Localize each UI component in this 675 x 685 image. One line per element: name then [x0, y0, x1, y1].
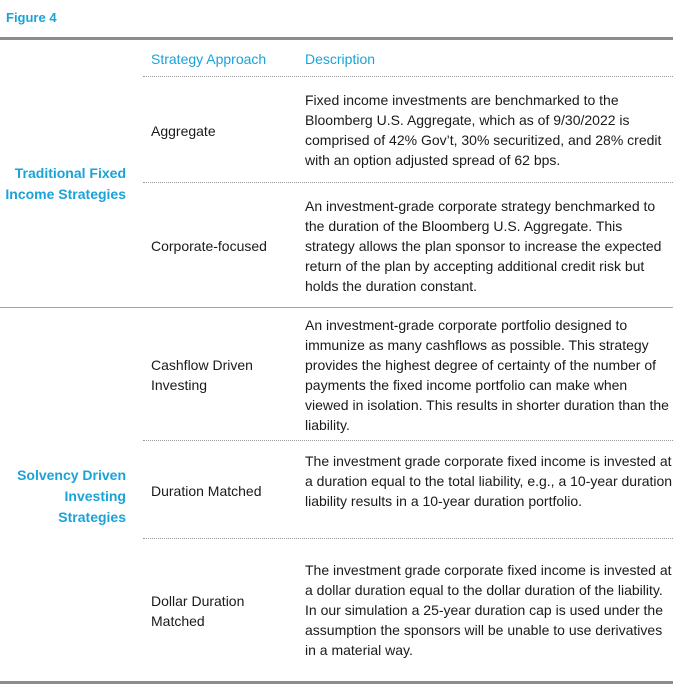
approach-cashflow-driven: Cashflow Driven Investing — [151, 357, 253, 393]
top-rule — [0, 37, 673, 40]
row-divider — [143, 538, 673, 539]
description-dollar-duration-matched: The investment grade corporate fixed income is invested at a dollar duration equal to the dollar duration of the liability. In our simulation a 25-year duration cap is used under the assumption the sponsors will be unable to use derivatives in a material way. — [305, 562, 672, 658]
description-duration-matched: The investment grade corporate fixed income is invested at a duration equal to the total liability, e.g., a 10-year duration liability results in a 10-year duration portfolio. — [305, 453, 673, 509]
group-label-solvency: Solvency Driven Investing Strategies — [17, 467, 126, 525]
header-divider — [143, 76, 673, 77]
approach-dollar-duration-matched: Dollar Duration Matched — [151, 593, 245, 629]
row-divider — [143, 440, 673, 441]
header-description: Description — [305, 51, 376, 67]
approach-duration-matched: Duration Matched — [151, 483, 262, 499]
description-corporate-focused: An investment-grade corporate strategy benchmarked to the duration of the Bloomberg U.S. Aggregate. This strategy allows the plan sponsor to increase the expected return of the plan by accepting additional credit risk but holds the duration constant. — [305, 198, 662, 294]
group-divider — [0, 307, 673, 308]
figure-title: Figure 4 — [6, 10, 57, 25]
description-aggregate: Fixed income investments are benchmarked to the Bloomberg U.S. Aggregate, which as of 9/30/2022 is comprised of 42% Gov’t, 30% securitized, and 28% credit with an option adjusted spread of 62 bps. — [305, 92, 662, 168]
approach-corporate-focused: Corporate-focused — [151, 238, 267, 254]
header-strategy-approach: Strategy Approach — [151, 51, 267, 67]
row-divider — [143, 182, 673, 183]
group-label-traditional: Traditional Fixed Income Strategies — [5, 165, 126, 202]
description-cashflow-driven: An investment-grade corporate portfolio designed to immunize as many cashflows as possible. This strategy provides the highest degree of certainty of the number of payments the fixed income portfolio can make when viewed in isolation. This results in shorter duration than the liability. — [305, 317, 669, 433]
approach-aggregate: Aggregate — [151, 123, 216, 139]
bottom-rule — [0, 681, 673, 684]
